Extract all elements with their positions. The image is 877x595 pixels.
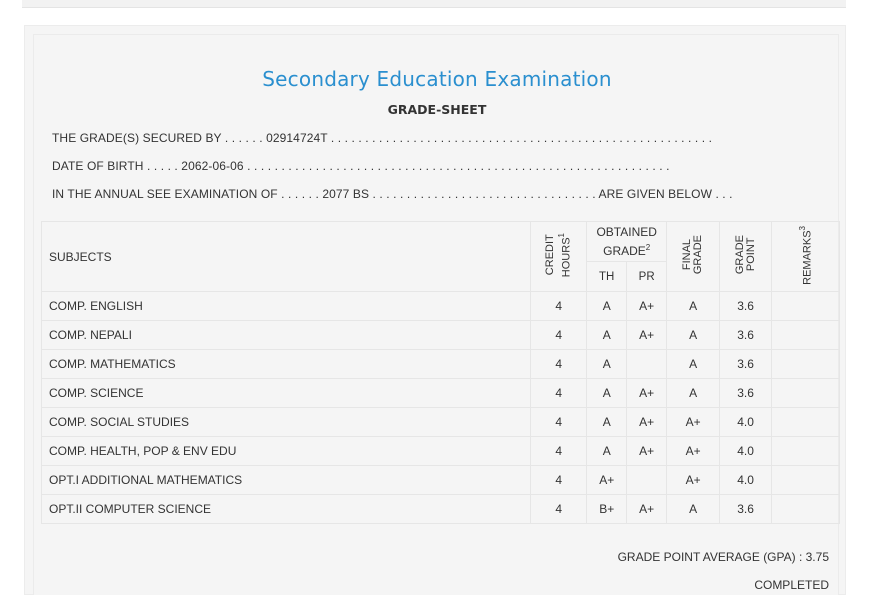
credit-cell: 4 <box>531 408 587 437</box>
gpa-summary: GRADE POINT AVERAGE (GPA) : 3.75 <box>617 550 829 564</box>
table-row <box>42 350 840 379</box>
pr-grade-cell: A+ <box>627 408 667 437</box>
grade-sheet-inner <box>33 34 839 595</box>
header-final-grade-label <box>682 235 704 274</box>
remarks-cell <box>772 321 840 350</box>
header-subjects-label: SUBJECTS <box>49 249 112 264</box>
subject-cell: COMP. NEPALI <box>42 321 531 350</box>
subject-cell: COMP. ENGLISH <box>42 292 531 321</box>
header-grade-point <box>720 222 772 292</box>
table-row <box>42 437 840 466</box>
th-grade-cell: A <box>587 379 627 408</box>
header-grade-point-label <box>735 235 757 274</box>
pr-grade-cell: A+ <box>627 321 667 350</box>
final-grade-cell: A+ <box>667 437 720 466</box>
th-grade-cell: A <box>587 321 627 350</box>
pr-grade-cell <box>627 466 667 495</box>
page-subtitle: GRADE-SHEET <box>387 102 487 117</box>
grade-point-cell: 3.6 <box>720 321 772 350</box>
final-grade-cell: A+ <box>667 466 720 495</box>
table-row <box>42 321 840 350</box>
credit-sup: 1 <box>556 232 566 238</box>
remarks-cell <box>772 379 840 408</box>
credit-cell: 4 <box>531 321 587 350</box>
date-of-birth-line: DATE OF BIRTH . . . . . 2062-06-06 . . . . . . . . . . . . . . . . . . . . . . . . . . . . . . . . . . . . . . . . . . . . . . . . . . . . . . . . . . . . . . <box>52 159 670 173</box>
subject-cell: OPT.II COMPUTER SCIENCE <box>42 495 531 524</box>
header-credit-hours <box>531 222 587 292</box>
final-grade-cell: A+ <box>667 408 720 437</box>
grade-point-cell: 3.6 <box>720 350 772 379</box>
subject-cell: COMP. SOCIAL STUDIES <box>42 408 531 437</box>
table-row <box>42 408 840 437</box>
remarks-cell <box>772 495 840 524</box>
grade-point-cell: 4.0 <box>720 466 772 495</box>
final-line1: FINAL <box>681 239 694 271</box>
final-grade-cell: A <box>667 321 720 350</box>
final-line2: GRADE <box>692 235 705 275</box>
pr-grade-cell: A+ <box>627 292 667 321</box>
th-grade-cell: A <box>587 292 627 321</box>
credit-cell: 4 <box>531 437 587 466</box>
grade-point-cell: 4.0 <box>720 437 772 466</box>
final-grade-cell: A <box>667 495 720 524</box>
credit-cell: 4 <box>531 495 587 524</box>
grade-point-cell: 4.0 <box>720 408 772 437</box>
pr-grade-cell <box>627 350 667 379</box>
table-row <box>42 466 840 495</box>
table-row <box>42 292 840 321</box>
remarks-cell <box>772 437 840 466</box>
header-subjects <box>42 222 531 292</box>
gp-line1: GRADE <box>733 235 746 275</box>
table-row <box>42 379 840 408</box>
th-grade-cell: A <box>587 408 627 437</box>
header-credit-hours-label <box>545 233 573 277</box>
th-grade-cell: B+ <box>587 495 627 524</box>
pr-grade-cell: A+ <box>627 379 667 408</box>
exam-line: IN THE ANNUAL SEE EXAMINATION OF . . . . . . 2077 BS . . . . . . . . . . . . . . . . . . . . . . . . . . . . . . . . . ARE GIVEN BELOW . . . <box>52 187 733 201</box>
header-remarks <box>772 222 840 292</box>
grade-point-cell: 3.6 <box>720 379 772 408</box>
remarks-text: REMARKS <box>801 230 814 285</box>
grades-table <box>41 221 840 524</box>
obtained-sup: 2 <box>645 242 651 252</box>
obtained-line2: GRADE <box>603 243 646 258</box>
remarks-cell <box>772 466 840 495</box>
remarks-cell <box>772 292 840 321</box>
subject-cell: COMP. HEALTH, POP & ENV EDU <box>42 437 531 466</box>
subject-cell: COMP. MATHEMATICS <box>42 350 531 379</box>
header-final-grade <box>667 222 720 292</box>
grade-point-cell: 3.6 <box>720 292 772 321</box>
gp-line2: POINT <box>744 238 757 272</box>
subject-cell: OPT.I ADDITIONAL MATHEMATICS <box>42 466 531 495</box>
secured-by-line: THE GRADE(S) SECURED BY . . . . . . 02914724T . . . . . . . . . . . . . . . . . . . . . . . . . . . . . . . . . . . . . . . . . . . . . . . . . . . . . . . . <box>52 131 713 145</box>
final-grade-cell: A <box>667 350 720 379</box>
th-grade-cell: A <box>587 437 627 466</box>
credit-cell: 4 <box>531 292 587 321</box>
header-obtained-grade <box>587 222 667 262</box>
header-th: TH <box>587 262 627 292</box>
final-grade-cell: A <box>667 379 720 408</box>
pr-grade-cell: A+ <box>627 437 667 466</box>
th-grade-cell: A+ <box>587 466 627 495</box>
credit-line2: HOURS <box>560 237 573 278</box>
pr-grade-cell: A+ <box>627 495 667 524</box>
final-grade-cell: A <box>667 292 720 321</box>
grade-sheet-card <box>24 25 846 595</box>
th-grade-cell: A <box>587 350 627 379</box>
header-remarks-label <box>797 226 814 285</box>
remarks-sup: 3 <box>798 225 808 231</box>
obtained-line1: OBTAINED <box>596 224 657 239</box>
remarks-cell <box>772 350 840 379</box>
table-row <box>42 495 840 524</box>
header-pr: PR <box>627 262 667 292</box>
credit-cell: 4 <box>531 379 587 408</box>
top-strip <box>22 0 846 8</box>
subject-cell: COMP. SCIENCE <box>42 379 531 408</box>
remarks-cell <box>772 408 840 437</box>
credit-line1: CREDIT <box>543 234 556 276</box>
credit-cell: 4 <box>531 350 587 379</box>
credit-cell: 4 <box>531 466 587 495</box>
status-label: COMPLETED <box>754 578 829 592</box>
grade-point-cell: 3.6 <box>720 495 772 524</box>
page-title: Secondary Education Examination <box>262 67 612 91</box>
